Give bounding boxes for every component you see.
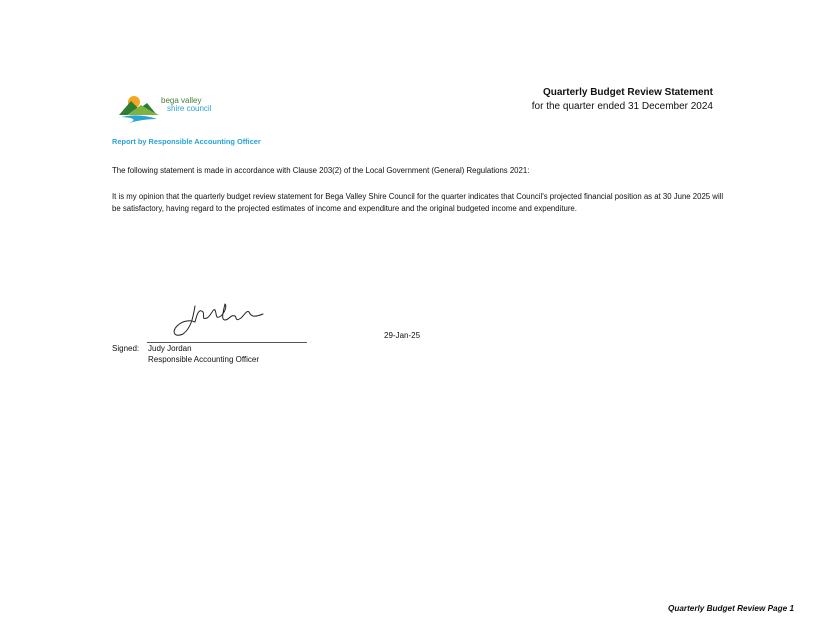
statement-intro: The following statement is made in accordance with Clause 203(2) of the Local Government (General) Regulations 2021:: [112, 166, 530, 175]
document-header: [532, 86, 713, 114]
signature-date: 29-Jan-25: [384, 331, 421, 340]
signature-image: [165, 298, 275, 340]
statement-opinion: It is my opinion that the quarterly budget review statement for Bega Valley Shire Council for the quarter indicates that Council's projected financial position as at 30 June 2025 will be satisfactory, having regard to the projected estimates of income and expenditure and the original budgeted income and expenditure.: [112, 192, 724, 213]
signer-role: Responsible Accounting Officer: [148, 355, 260, 364]
document-subtitle: for the quarter ended 31 December 2024: [531, 101, 713, 112]
page-footer: Quarterly Budget Review Page 1: [667, 604, 794, 613]
signer-name: Judy Jordan: [148, 344, 192, 353]
logo-text-line2: shire council: [167, 104, 212, 113]
document-title: Quarterly Budget Review Statement: [542, 87, 713, 98]
council-logo: [117, 89, 217, 125]
report-by-heading: Report by Responsible Accounting Officer: [112, 137, 261, 146]
logo-text-line1: bega valley: [161, 96, 202, 105]
logo-graphic: [117, 89, 217, 125]
signature-line: [147, 342, 307, 343]
signed-label: Signed:: [112, 344, 140, 353]
logo-water: [121, 115, 157, 123]
